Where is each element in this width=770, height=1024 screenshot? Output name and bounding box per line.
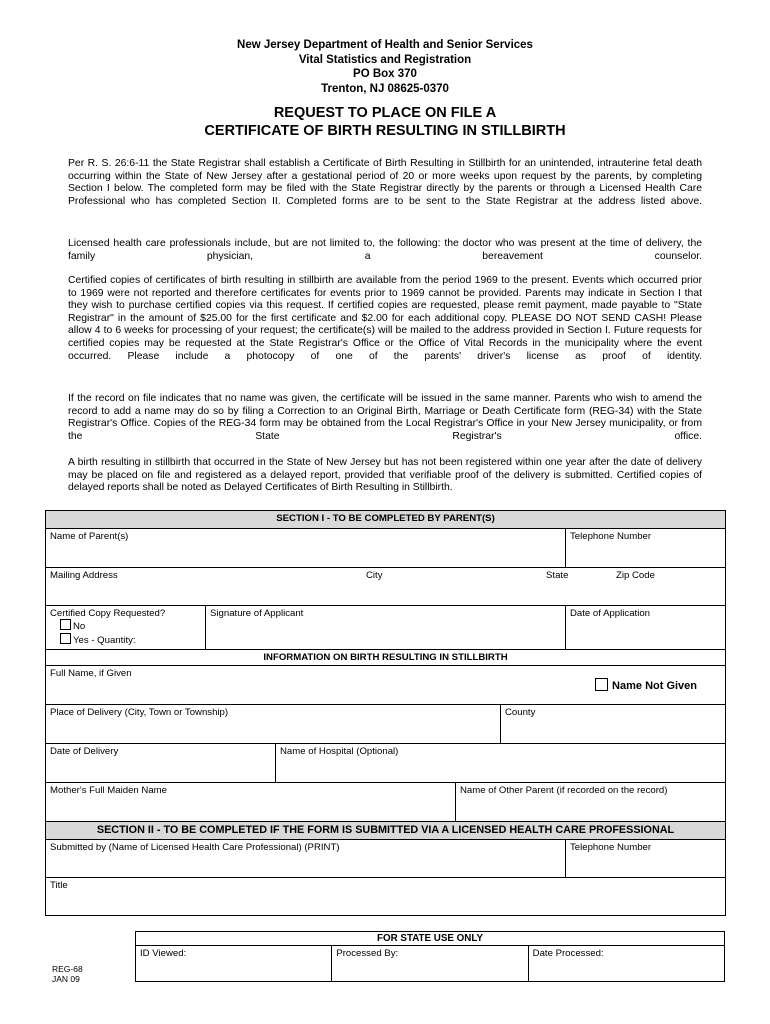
processed-by-label: Processed By:	[336, 948, 399, 959]
zip-code-label: Zip Code	[616, 570, 655, 581]
place-of-delivery-label: Place of Delivery (City, Town or Township)	[50, 707, 229, 718]
full-name-field[interactable]	[46, 666, 726, 705]
no-label: No	[73, 621, 86, 632]
certified-copy-no-option[interactable]	[60, 619, 201, 633]
mother-maiden-name-label: Mother's Full Maiden Name	[50, 785, 167, 796]
instructions-paragraph-5: A birth resulting in stillbirth that occurred in the State of New Jersey but has not been registered within one year after the date of delivery may be placed on file and registered as a delayed report, provided that verifiable proof of the delivery is submitted. Certified copies of delayed reports shall be noted as Delayed Certificates of Birth Resulting in Stillbirth.	[68, 457, 702, 494]
header-line-department: New Jersey Department of Health and Senior Services	[237, 39, 533, 51]
agency-header	[0, 38, 770, 96]
submitted-by-field[interactable]	[46, 840, 566, 878]
hospital-label: Name of Hospital (Optional)	[280, 746, 399, 757]
certified-copy-options	[50, 619, 201, 647]
section2-heading: SECTION II - TO BE COMPLETED IF THE FORM IS SUBMITTED VIA A LICENSED HEALTH CARE PROFESSIONAL	[46, 822, 726, 840]
mother-maiden-name-field[interactable]	[46, 783, 456, 822]
signature-field[interactable]	[206, 606, 566, 650]
date-of-delivery-label: Date of Delivery	[50, 746, 119, 757]
other-parent-label: Name of Other Parent (if recorded on the record)	[460, 785, 668, 796]
form-revision-date: JAN 09	[52, 974, 80, 984]
header-line-pobox: PO Box 370	[353, 68, 417, 80]
date-processed-label: Date Processed:	[532, 948, 604, 959]
id-viewed-label: ID Viewed:	[140, 948, 187, 959]
name-of-parents-label: Name of Parent(s)	[50, 531, 129, 542]
header-line-city: Trenton, NJ 08625-0370	[321, 82, 449, 95]
state-label: State	[546, 570, 569, 581]
form-title	[0, 104, 770, 140]
full-name-label: Full Name, if Given	[50, 668, 132, 679]
name-not-given-label: Name Not Given	[612, 680, 698, 692]
city-label: City	[366, 570, 383, 581]
signature-label: Signature of Applicant	[210, 608, 304, 619]
form-code: REG-68	[52, 964, 83, 974]
county-field[interactable]	[501, 705, 726, 744]
birth-info-heading: INFORMATION ON BIRTH RESULTING IN STILLBIRTH	[46, 650, 726, 666]
certified-copy-field	[46, 606, 206, 650]
parent-telephone-field[interactable]	[566, 529, 726, 568]
other-parent-field[interactable]	[456, 783, 726, 822]
title-label: Title	[50, 880, 68, 891]
county-label: County	[505, 707, 536, 718]
professional-telephone-label: Telephone Number	[570, 842, 652, 853]
section1-heading: SECTION I - TO BE COMPLETED BY PARENT(S)	[46, 511, 726, 529]
title-field[interactable]	[46, 878, 726, 916]
yes-checkbox[interactable]	[60, 633, 71, 644]
hospital-field[interactable]	[276, 744, 726, 783]
place-of-delivery-field[interactable]	[46, 705, 501, 744]
instructions-paragraph-4: If the record on file indicates that no name was given, the certificate will be issued in the same manner. Parents who wish to amend the record to add a name may do so by filing a Correction to an Original Birth, Marriage or Death Certificate form (REG-34) with the State Registrar's Office. Copies of the REG-34 form may be obtained from the Local Registrar's Office in your New Jersey municipality, or from the State Registrar's office.	[68, 393, 702, 442]
name-not-given-option[interactable]	[595, 678, 697, 692]
mailing-address-field[interactable]	[46, 568, 726, 606]
date-of-application-field[interactable]	[566, 606, 726, 650]
submitted-by-label: Submitted by (Name of Licensed Health Care Professional) (PRINT)	[50, 842, 340, 853]
date-processed-field[interactable]	[528, 946, 724, 982]
state-use-table	[135, 931, 725, 982]
date-of-delivery-field[interactable]	[46, 744, 276, 783]
instructions-paragraph-1: Per R. S. 26:6-11 the State Registrar shall establish a Certificate of Birth Resulting in Stillbirth for an unintended, intrauterine fetal death occurring within the State of New Jersey after a gestational period of 20 or more weeks upon request by the parents, by completing Section I below. The completed form may be filed with the State Registrar directly by the parents or through a Licensed Health Care Professional who has completed Section II. Completed forms are to be sent to the State Registrar at the address listed above.	[68, 158, 702, 207]
mailing-address-label: Mailing Address	[50, 570, 118, 581]
name-of-parents-field[interactable]	[46, 529, 566, 568]
date-of-application-label: Date of Application	[570, 608, 651, 619]
no-checkbox[interactable]	[60, 619, 71, 630]
name-not-given-checkbox[interactable]	[595, 678, 608, 691]
state-use-heading: FOR STATE USE ONLY	[136, 932, 725, 946]
form-identifier	[52, 964, 83, 984]
parent-telephone-label: Telephone Number	[570, 531, 652, 542]
header-line-division: Vital Statistics and Registration	[298, 53, 472, 66]
id-viewed-field[interactable]	[136, 946, 332, 982]
form-title-line2: CERTIFICATE OF BIRTH RESULTING IN STILLBIRTH	[204, 123, 566, 139]
certified-copy-yes-option[interactable]	[60, 633, 201, 647]
instructions-paragraph-2: Licensed health care professionals include, but are not limited to, the following: the doctor who was present at the time of delivery, the family physician, a bereavement counselor.	[68, 238, 702, 262]
processed-by-field[interactable]	[332, 946, 528, 982]
instructions-paragraph-3: Certified copies of certificates of birth resulting in stillbirth are available from the period 1969 to the present. Events which occurred prior to 1969 were not reported and therefore certificates for events prior to 1969 cannot be provided. Parents may indicate in Section I that they wish to purchase certified copies via this request. If certified copies are requested, please remit payment, made payable to "State Registrar" in the amount of $25.00 for the first certificate and $2.00 for each additional copy. PLEASE DO NOT SEND CASH! Please allow 4 to 6 weeks for processing of your request; the certificate(s) will be mailed to the address provided in Section I. Future requests for certified copies may be requested at the State Registrar's Office or the Office of Vital Records in the municipality where the event occurred. Please include a photocopy of one of the parents' driver's license as proof of identity.	[68, 275, 702, 362]
yes-quantity-label: Yes - Quantity:	[73, 635, 136, 646]
certified-copy-label: Certified Copy Requested?	[50, 608, 166, 619]
form-title-line1: REQUEST TO PLACE ON FILE A	[273, 105, 497, 121]
professional-telephone-field[interactable]	[566, 840, 726, 878]
section1-table	[45, 510, 726, 916]
